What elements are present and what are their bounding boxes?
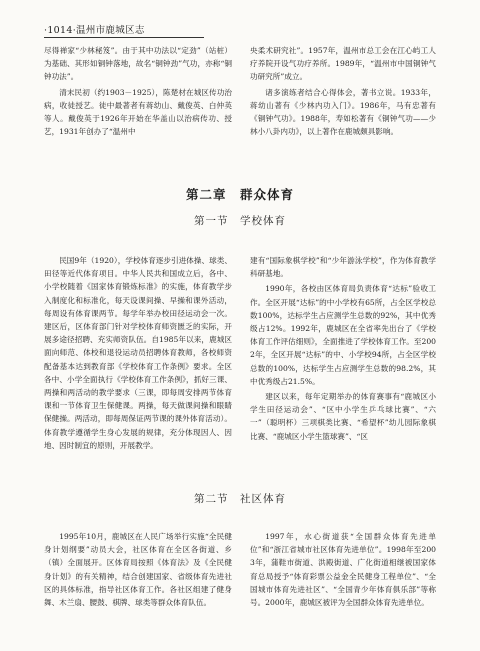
paragraph: 建区以来，每年定期举办的体育赛事有“鹿城区小学生田径运动会”、“区中小学生乒乓球比赛”、“六一”（聪明杯）三项棋类比赛、“希望杯”幼儿园际象棋比赛、“鹿城区小学生篮球赛”、“区 bbox=[250, 392, 436, 441]
top-left-column bbox=[44, 44, 232, 140]
section-title-school-sports: 第一节 学校体育 bbox=[194, 215, 286, 227]
chapter-title: 第二章 群众体育 bbox=[185, 187, 294, 202]
paragraph: 1997年，水心街道获“全国群众体育先进单位”和“浙江省城市社区体育先进单位”。1998年至2003年，蒲鞋市街道、洪殿街道、广化街道相继被国家体育总局授予“体育彩票公益金全民健身工程单位”、“全国城市体育先进社区”、“全国青少年体育俱乐部”等称号。2000年，鹿城区被评为全国群众体育先进单位。 bbox=[250, 532, 436, 608]
section1-right-column bbox=[250, 254, 436, 445]
paragraph: 央柔术研究社”。1957年，温州市总工会在江心屿工人疗养院开设气功疗养所。1989年，“温州市中国铜钟气功研究所”成立。 bbox=[250, 46, 436, 82]
section-title-community-sports: 第二节 社区体育 bbox=[194, 493, 286, 505]
top-right-column bbox=[250, 44, 436, 140]
paragraph: 民国9年（1920），学校体育逐步引进体操、球类、田径等近代体育项目。中华人民共和国成立后，各中、小学校随着《国家体育锻炼标准》的实施，体育教学步入制度化和标准化，每天设课间操、早操和课外活动，每周设有体育课两节。每学年举办校田径运动会一次。建区后，区体育部门针对学校体育师资匮乏的实际，开展多途径招聘、充实师资队伍。自1985年以来，鹿城区面向师范、体校和退役运动员招聘体育教师，各校师资配备基本达到教育部《学校体育工作条例》要求。全区各中、小学全面执行《学校体育工作条例》，抓好三课、两操和两活动的教学要求（三课，即每周安排两节体育课和一节体育卫生保健课。两操，每天做课间操和眼睛保健操。两活动，即每周保证两节课的课外体育活动）。体育教学遵循学生身心发展的规律，充分体现因人、因地、因时制宜的原则，开展教学。 bbox=[44, 256, 232, 450]
header-rule bbox=[44, 37, 204, 38]
section2-left-column bbox=[44, 530, 232, 611]
paragraph: 诸多演练者结合心得体会，著书立说。1933年，蒋幼山著有《少林内功入门》。1986年，马有忠著有《铜钟气功》。1988年，寿如松著有《铜钟气功——少林小八卦内功》，以上著作在鹿城颇具影响。 bbox=[250, 87, 436, 137]
paragraph: 1990年，各校由区体育局负责体育“达标”验收工作。全区开展“达标”的中小学校有65所，占全区学校总数100%，达标学生占应测学生总数的92%，其中优秀级占12%。1992年，鹿城区在全省率先出台了《学校体育工作评估细则》，全面推进了学校体育工作。至2002年，全区开展“达标”的中、小学校94所，占全区学校总数的100%，达标学生占应测学生总数的98.2%，其中优秀级占21.5%。 bbox=[250, 284, 436, 386]
section1-left-column bbox=[44, 254, 232, 454]
paragraph: 1995年10月，鹿城区在人民广场举行实施“全民健身计划纲要”动员大会，社区体育在全区各街道、乡（镇）全面展开。区体育局按照《体育法》及《全民健身计划》的有关精神，结合创建国家、省级体育先进社区的具体标准，指导社区体育工作。各社区组建了健身舞、木兰扇、腰鼓、棋牌、球类等群众体育队伍。 bbox=[44, 532, 232, 608]
paragraph: 建有“国际象棋学校”和“少年游泳学校”，作为体育教学科研基地。 bbox=[250, 256, 436, 279]
paragraph: 尽得禅家“少林秘笈”。由于其中功法以“定劲”（站桩）为基础、其形如铜钟落地，故名“铜钟劲”气功，亦称“铜钟功法”。 bbox=[44, 46, 232, 82]
running-header: ·1014·温州市鹿城区志 bbox=[44, 25, 145, 36]
section2-right-column bbox=[250, 530, 436, 611]
paragraph: 清末民初（约1903－1925），陈楚材在城区传功治病，收徒授艺。徒中最著者有蒋幼山、戴俊英、白仲英等人。戴俊英于1926年开始在华盖山以治病传功、授艺，1931年创办了“温州中 bbox=[44, 87, 232, 137]
